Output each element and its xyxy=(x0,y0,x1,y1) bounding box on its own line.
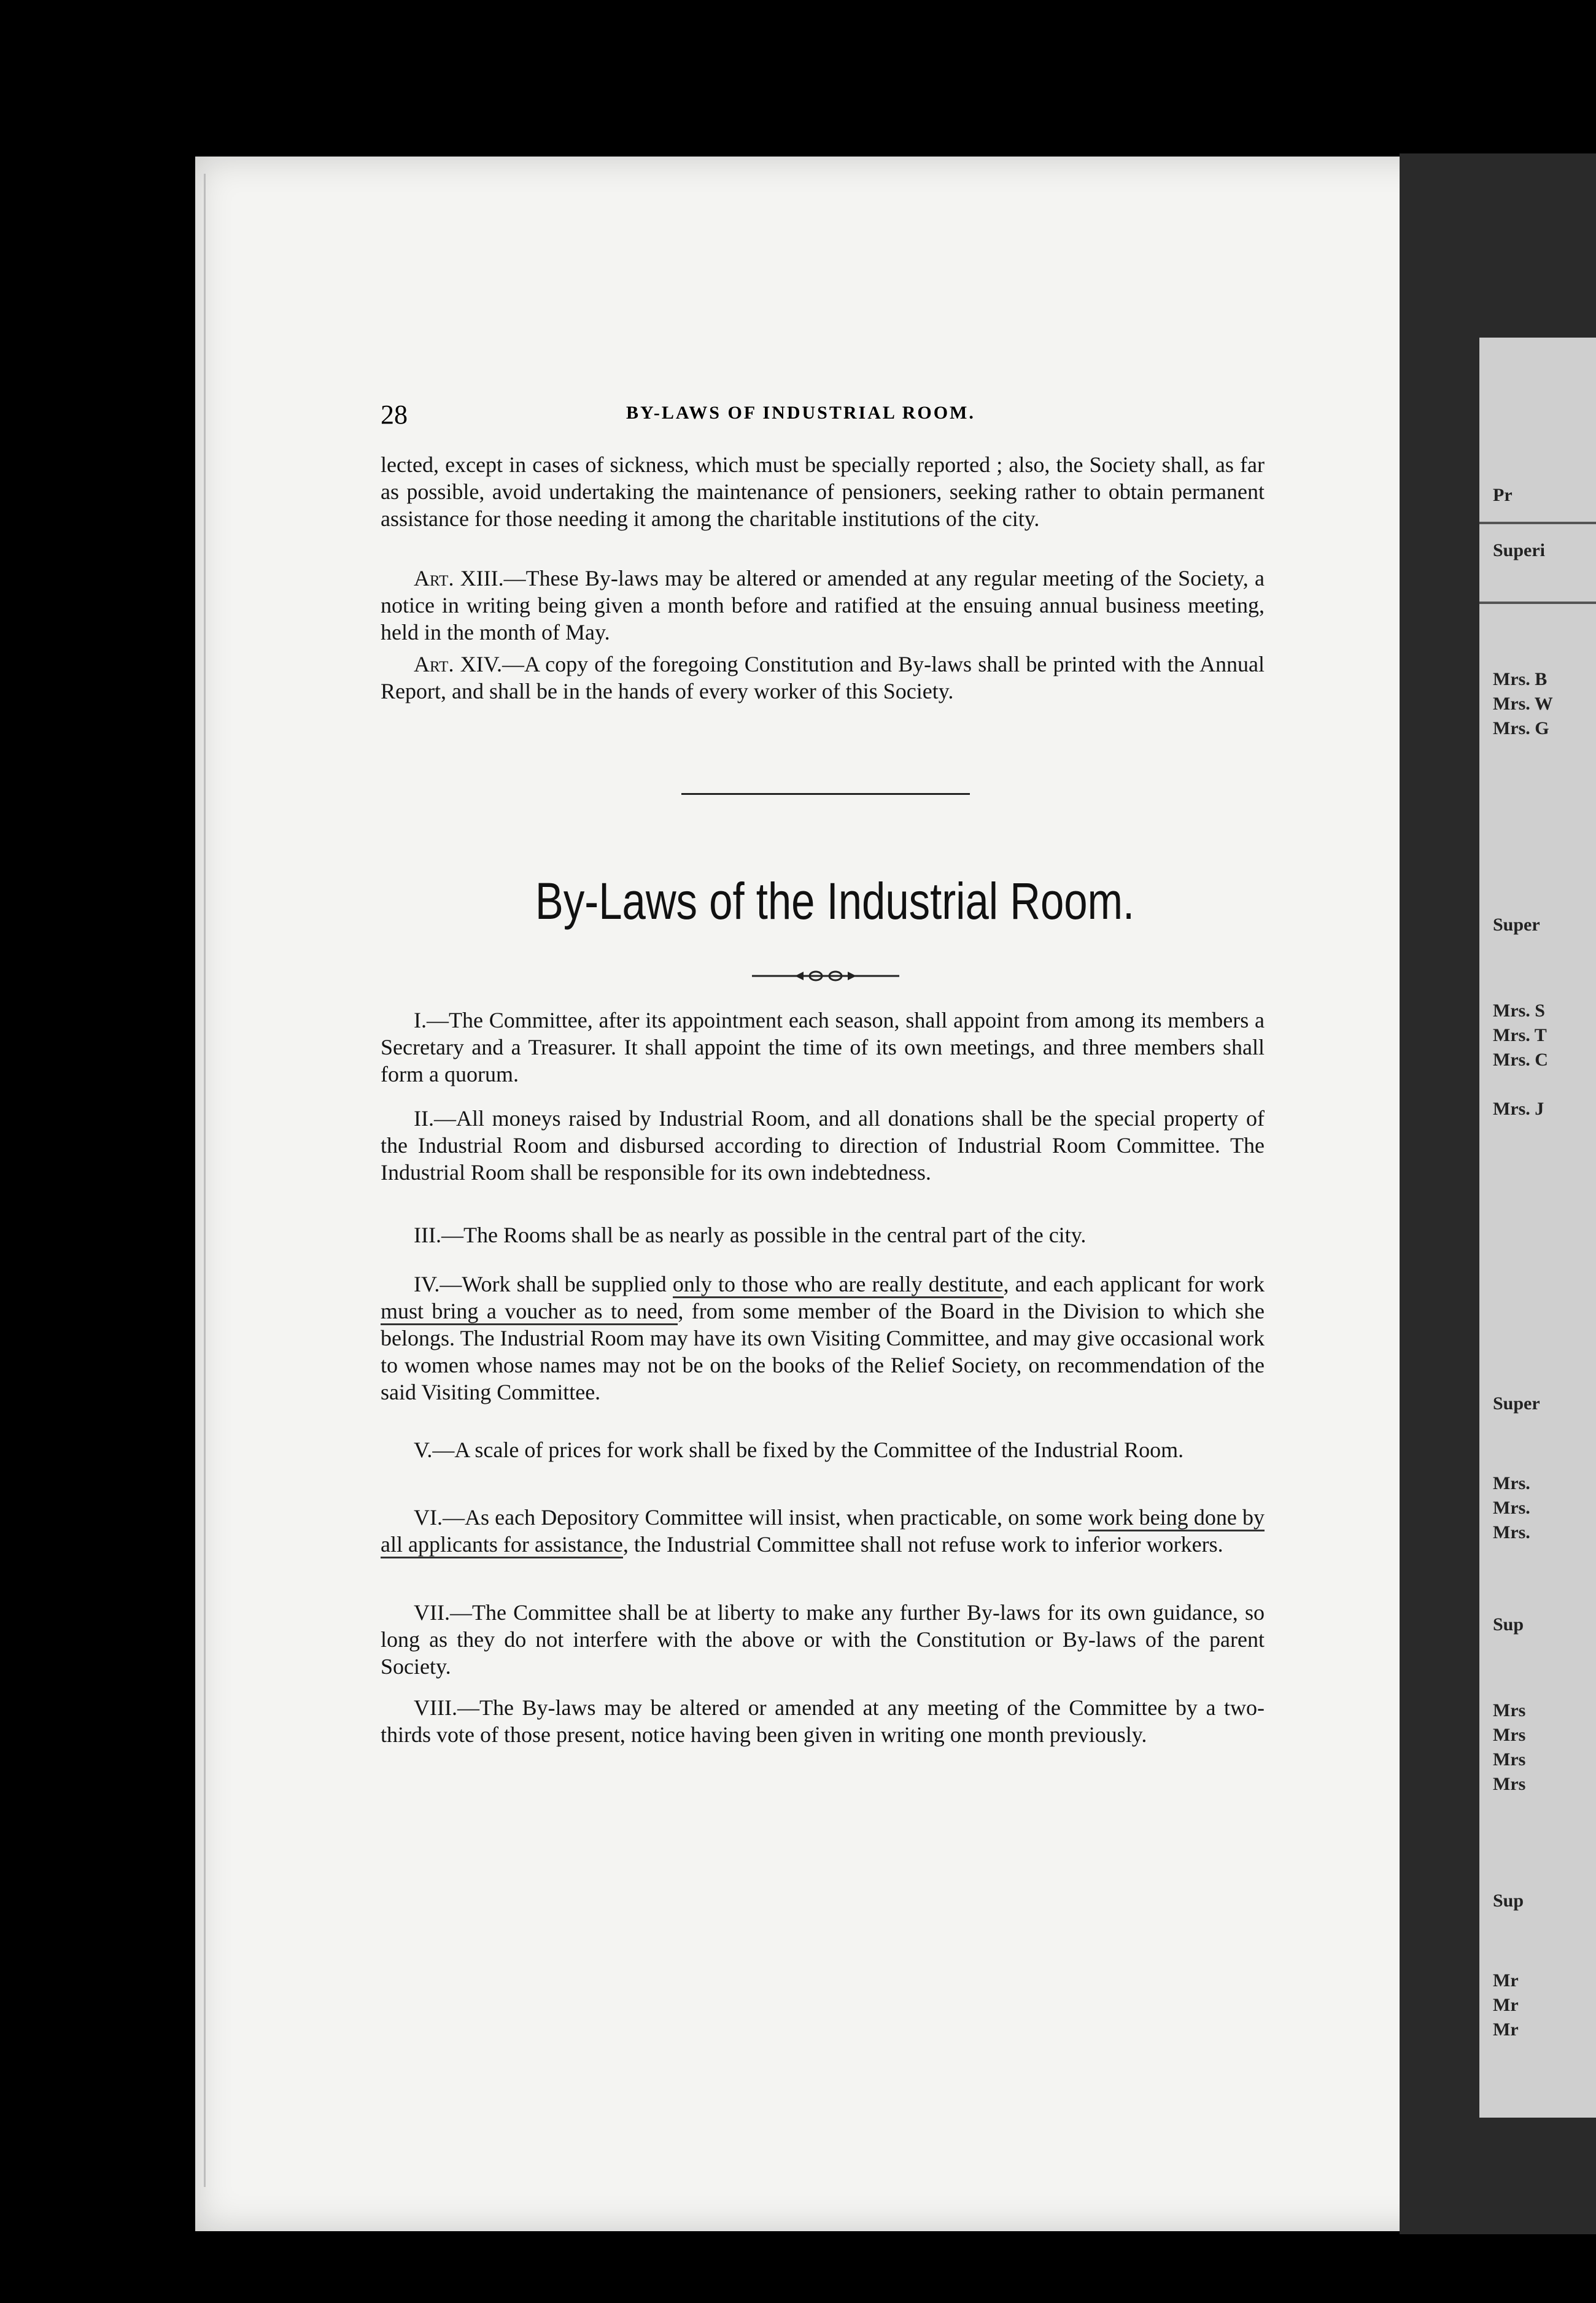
bylaw-label: VI. xyxy=(414,1505,443,1530)
bylaw-vii xyxy=(381,1599,1265,1680)
bylaw-text: —As each Depository Committee will insist, when practicable, on some xyxy=(443,1505,1088,1530)
side-fragment: Super xyxy=(1493,1393,1540,1414)
section-title: By-Laws of the Industrial Room. xyxy=(535,872,1135,930)
side-fragment: Pr xyxy=(1493,485,1513,505)
page-header xyxy=(381,399,1289,436)
bylaw-i xyxy=(381,1007,1265,1088)
side-fragment: Super xyxy=(1493,915,1540,935)
divider xyxy=(1479,602,1596,604)
bylaw-label: III. xyxy=(414,1223,441,1247)
side-fragment: Mr xyxy=(1493,1970,1519,1991)
article-xiii xyxy=(381,565,1265,646)
adjacent-page xyxy=(1400,153,1596,2234)
article-text: —These By-laws may be altered or amended at any regular meeting of the Society, a notice in writing being given a month before and ratified at the ensuing annual business meeting, held in the month of May. xyxy=(381,566,1265,644)
bylaw-label: V. xyxy=(414,1438,433,1462)
side-fragment: Mrs. J xyxy=(1493,1099,1544,1119)
bylaw-text: —The Rooms shall be as nearly as possible in the central part of the city. xyxy=(441,1223,1087,1247)
bylaw-label: VIII. xyxy=(414,1695,457,1720)
side-fragment: Mrs xyxy=(1493,1700,1526,1720)
article-xiv xyxy=(381,651,1265,705)
bylaw-iv xyxy=(381,1271,1265,1406)
side-fragment: Mr xyxy=(1493,1995,1519,2015)
article-label: Art. XIV. xyxy=(414,652,502,676)
side-fragment: Mrs xyxy=(1493,1725,1526,1745)
handwritten-underline: only to those who are really destitute xyxy=(673,1272,1004,1298)
section-divider xyxy=(681,793,970,795)
side-fragment: Mrs. xyxy=(1493,1498,1530,1518)
handwritten-underline: must bring a voucher as to need xyxy=(381,1299,678,1325)
continuation-paragraph: lected, except in cases of sickness, which must be specially reported ; also, the Society shall, as far as possible, avoid undertaking the maintenance of pensioners, seeking rather to obtain permanent assistance for those needing it among the charitable institutions of the city. xyxy=(381,452,1265,531)
bylaw-label: I. xyxy=(414,1008,427,1032)
bylaw-text: , from some member of the Board in the Division to which she belongs. The Industrial Room may have its own Visiting Committee, and may give occasional work to women whose names may not be on the books of the Relief Society, on recommendation of the said Visiting Committee. xyxy=(381,1299,1265,1404)
adjacent-page-panel xyxy=(1479,338,1596,2118)
side-fragment: Mrs. G xyxy=(1493,718,1549,738)
bylaw-iii xyxy=(381,1221,1265,1248)
bylaw-text: , and each applicant for work xyxy=(1003,1272,1265,1296)
side-fragment: Sup xyxy=(1493,1614,1524,1635)
bylaw-label: II. xyxy=(414,1106,434,1131)
bylaw-text: —Work shall be supplied xyxy=(440,1272,673,1296)
bylaw-label: VII. xyxy=(414,1600,450,1625)
side-fragment: Mrs. xyxy=(1493,1522,1530,1542)
running-head: BY-LAWS OF INDUSTRIAL ROOM. xyxy=(626,403,975,423)
ornament-icon xyxy=(752,967,899,985)
side-fragment: Mrs. S xyxy=(1493,1001,1545,1021)
side-fragment: Superi xyxy=(1493,540,1546,560)
bylaw-label: IV. xyxy=(414,1272,440,1296)
side-fragment: Mrs xyxy=(1493,1749,1526,1770)
page-number: 28 xyxy=(381,400,408,430)
side-fragment: Mr xyxy=(1493,2019,1519,2040)
bylaw-text: —The Committee, after its appointment each season, shall appoint from among its members a Secretary and a Treasurer. It shall appoint the time of its own meetings, and three members shall form a quorum. xyxy=(381,1008,1265,1086)
article-text: —A copy of the foregoing Constitution and By-laws shall be printed with the Annual Report, and shall be in the hands of every worker of this Society. xyxy=(381,652,1265,703)
bylaw-viii xyxy=(381,1694,1265,1748)
side-fragment: Mrs. B xyxy=(1493,669,1548,689)
side-fragment: Mrs. C xyxy=(1493,1050,1548,1070)
divider xyxy=(1479,522,1596,524)
side-fragment: Mrs. xyxy=(1493,1473,1530,1493)
bylaw-text: —The Committee shall be at liberty to make any further By-laws for its own guidance, so long as they do not interfere with the above or with the Constitution or By-laws of the parent Society. xyxy=(381,1600,1265,1679)
bylaw-text: —All moneys raised by Industrial Room, and all donations shall be the special property of the Industrial Room and disbursed according to direction of Industrial Room Committee. The Industrial Room shall be responsible for its own indebtedness. xyxy=(381,1106,1265,1185)
side-fragment: Sup xyxy=(1493,1891,1524,1911)
side-fragment: Mrs. T xyxy=(1493,1025,1547,1045)
bylaw-text: —A scale of prices for work shall be fixed by the Committee of the Industrial Room. xyxy=(432,1438,1184,1462)
bylaw-ii xyxy=(381,1105,1265,1186)
handwritten-underline: work being done by all applicants for assistance xyxy=(381,1505,1265,1558)
bylaw-v xyxy=(381,1436,1265,1463)
side-fragment: Mrs xyxy=(1493,1774,1526,1794)
side-fragment: Mrs. W xyxy=(1493,694,1553,714)
article-label: Art. XIII. xyxy=(414,566,504,590)
bylaw-text: , the Industrial Committee shall not refuse work to inferior workers. xyxy=(622,1532,1223,1557)
bylaw-vi xyxy=(381,1504,1265,1558)
page-edge xyxy=(204,174,206,2187)
bylaw-text: —The By-laws may be altered or amended at any meeting of the Committee by a two-thirds vote of those present, notice having been given in writing one month previously. xyxy=(381,1695,1265,1747)
